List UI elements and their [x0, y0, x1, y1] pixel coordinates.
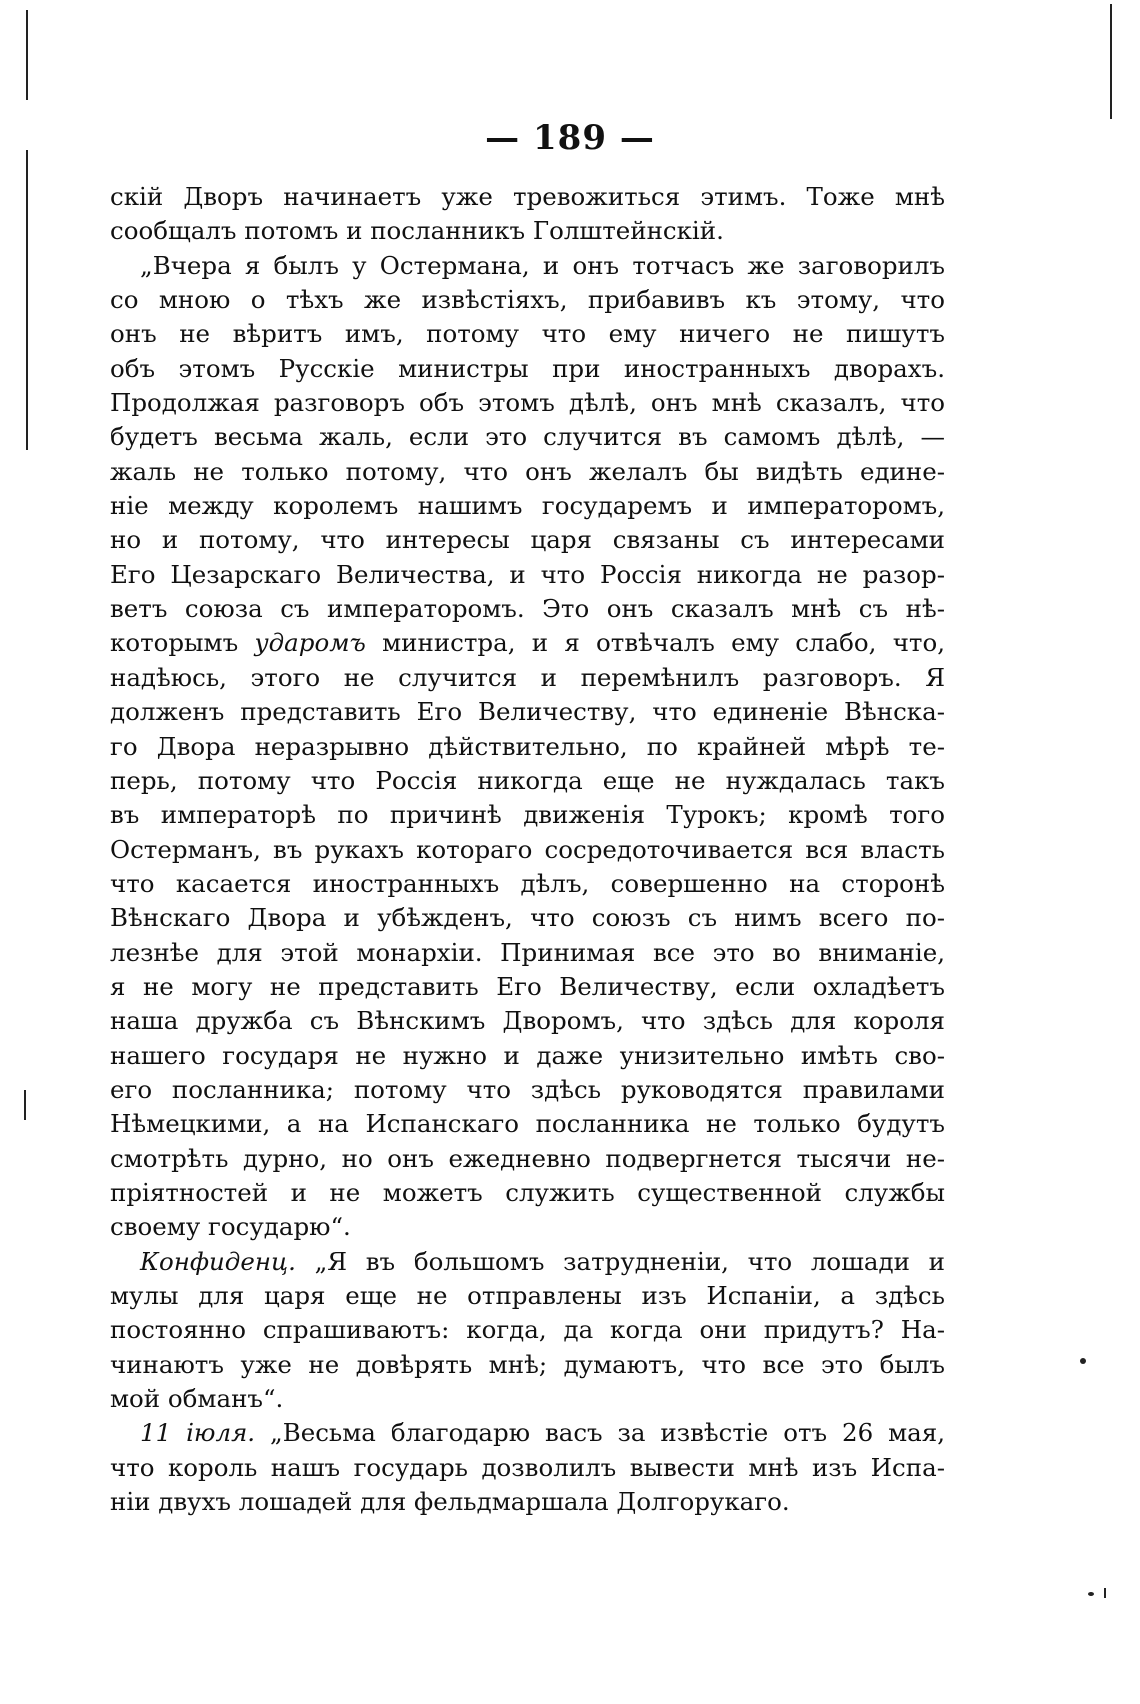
text-line: жаль не только потому, что онъ желалъ бы видѣть едине-: [110, 456, 945, 486]
text-line: что король нашъ государь дозволилъ вывести мнѣ изъ Испа-: [110, 1452, 945, 1482]
scan-speck: [1080, 1358, 1086, 1364]
body-text: [110, 180, 945, 1519]
text-line: пріятностей и не можетъ служить существенной службы: [110, 1177, 945, 1207]
text-line: ніе между королемъ нашимъ государемъ и императоромъ,: [110, 491, 945, 521]
text-line: ніи двухъ лошадей для фельдмаршала Долгорукаго.: [110, 1487, 790, 1517]
text-line: [110, 626, 945, 660]
text-line: въ императорѣ по причинѣ движенія Турокъ; кромѣ того: [110, 800, 945, 830]
text-line: онъ не вѣритъ имъ, потому что ему ничего не пишутъ: [110, 319, 945, 349]
text-line: Вѣнскаго Двора и убѣжденъ, что союзъ съ нимъ всего по-: [110, 903, 945, 933]
text-line: мой обманъ“.: [110, 1384, 284, 1414]
text-segment: которымъ: [110, 628, 255, 658]
text-line: „Вчера я былъ у Остермана, и онъ тотчасъ же заговорилъ: [140, 250, 945, 280]
text-line: своему государю“.: [110, 1212, 351, 1242]
left-margin-rule: [24, 1090, 26, 1120]
text-segment: „Весьма благодарю васъ за извѣстіе отъ 26 мая,: [255, 1418, 945, 1448]
text-line: но и потому, что интересы царя связаны съ интересами: [110, 525, 945, 555]
text-line: ветъ союза съ императоромъ. Это онъ сказалъ мнѣ съ нѣ-: [110, 594, 945, 624]
text-line: надѣюсь, этого не случится и перемѣнилъ разговоръ. Я: [110, 662, 945, 692]
text-line: нашего государя не нужно и даже унизительно имѣть сво-: [110, 1040, 945, 1070]
italic-segment: ударомъ: [254, 628, 366, 658]
scan-mark: [1104, 1588, 1106, 1598]
text-line: постоянно спрашиваютъ: когда, да когда они придутъ? На-: [110, 1315, 945, 1345]
text-line: [110, 1245, 945, 1279]
scan-speck: [1088, 1592, 1094, 1596]
text-line: со мною о тѣхъ же извѣстіяхъ, прибавивъ къ этому, что: [110, 285, 945, 315]
text-line: я не могу не представить Его Величеству, если охладѣетъ: [110, 971, 945, 1001]
text-line: чинаютъ уже не довѣрять мнѣ; думаютъ, что все это былъ: [110, 1349, 945, 1379]
text-line: сообщалъ потомъ и посланникъ Голштейнскій.: [110, 216, 724, 246]
text-line: Остерманъ, въ рукахъ котораго сосредоточивается вся власть: [110, 834, 945, 864]
text-line: перь, потому что Россія никогда еще не нуждалась такъ: [110, 765, 945, 795]
text-line: наша дружба съ Вѣнскимъ Дворомъ, что здѣсь для короля: [110, 1006, 945, 1036]
text-segment: министра, и я отвѣчалъ ему слабо, что,: [365, 628, 946, 658]
page-number: — 189 —: [485, 118, 655, 158]
text-line: Его Цезарскаго Величества, и что Россія никогда не разор-: [110, 559, 945, 589]
right-margin-rule: [1110, 4, 1112, 119]
text-line: го Двора неразрывно дѣйствительно, по крайней мѣрѣ те-: [110, 731, 945, 761]
left-margin-rule: [26, 10, 28, 100]
italic-segment: Конфиденц.: [140, 1246, 296, 1276]
text-line: Продолжая разговоръ объ этомъ дѣлѣ, онъ мнѣ сказалъ, что: [110, 388, 945, 418]
left-margin-rule: [26, 150, 28, 450]
text-line: смотрѣть дурно, но онъ ежедневно подвергнется тысячи не-: [110, 1143, 945, 1173]
text-line: мулы для царя еще не отправлены изъ Испаніи, а здѣсь: [110, 1281, 945, 1310]
text-segment: „Я въ большомъ затрудненіи, что лошади и: [295, 1246, 945, 1276]
text-line: долженъ представить Его Величеству, что единеніе Вѣнска-: [110, 697, 945, 727]
text-line: что касается иностранныхъ дѣлъ, совершенно на сторонѣ: [110, 868, 945, 898]
text-line: объ этомъ Русскіе министры при иностранныхъ дворахъ.: [110, 353, 945, 383]
text-line: скій Дворъ начинаетъ уже тревожиться этимъ. Тоже мнѣ: [110, 182, 945, 211]
text-line: Нѣмецкими, а на Испанскаго посланника не только будутъ: [110, 1109, 945, 1139]
italic-segment: 11 іюля.: [140, 1418, 256, 1448]
text-line: лезнѣе для этой монархіи. Принимая все это во вниманіе,: [110, 937, 945, 967]
text-line: его посланника; потому что здѣсь руководятся правилами: [110, 1074, 945, 1104]
text-line: будетъ весьма жаль, если это случится въ самомъ дѣлѣ, —: [110, 422, 945, 452]
text-line: [110, 1416, 945, 1450]
